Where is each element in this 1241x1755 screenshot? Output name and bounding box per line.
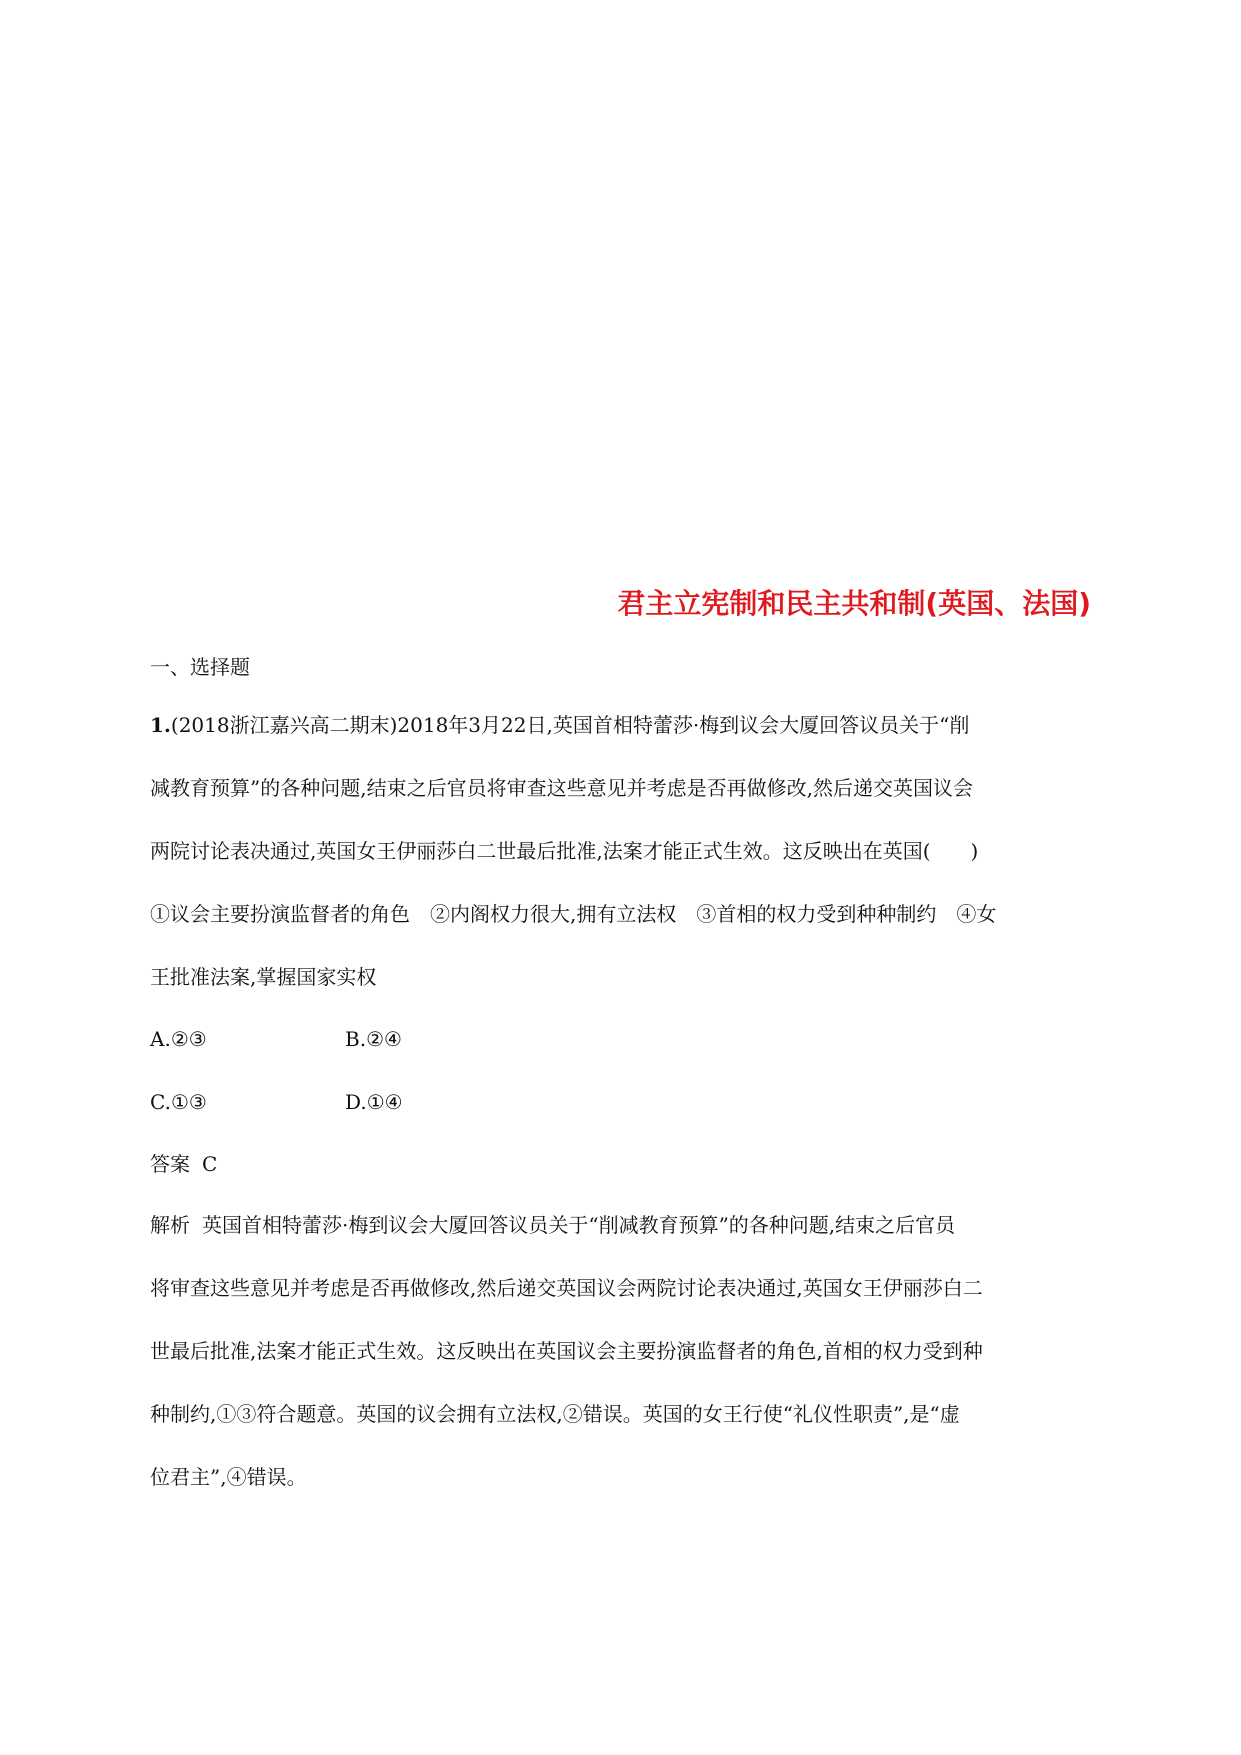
option-label: B.: [345, 1027, 367, 1051]
analysis-line: 位君主”,④错误。: [150, 1465, 307, 1489]
question-line: 两院讨论表决通过,英国女王伊丽莎白二世最后批准,法案才能正式生效。这反映出在英国( ): [150, 839, 979, 863]
analysis-line: 世最后批准,法案才能正式生效。这反映出在英国议会主要扮演监督者的角色,首相的权力受到种: [150, 1339, 983, 1363]
analysis-line: 种制约,①③符合题意。英国的议会拥有立法权,②错误。英国的女王行使“礼仪性职责”,是“虚: [150, 1402, 960, 1426]
section-heading: 一、选择题: [150, 655, 250, 679]
option-c: [150, 1085, 207, 1119]
option-value: ①④: [366, 1090, 403, 1114]
question-statements-line: 王批准法案,掌握国家实权: [150, 965, 377, 989]
option-b: [345, 1022, 402, 1056]
option-value: ②③: [170, 1027, 207, 1051]
page-title: 君主立宪制和民主共和制(英国、法国): [617, 587, 1091, 620]
analysis: [150, 1208, 1090, 1523]
question-1: [150, 708, 1090, 1023]
analysis-line: 将审查这些意见并考虑是否再做修改,然后递交英国议会两院讨论表决通过,英国女王伊丽莎白二: [150, 1276, 983, 1300]
question-text: (2018浙江嘉兴高二期末)2018年3月22日,英国首相特蕾莎·梅到议会大厦回答议员关于“削: [170, 713, 970, 737]
options-row: [150, 1085, 750, 1148]
answer-options: [150, 1022, 750, 1148]
answer: [150, 1147, 217, 1181]
question-line: 减教育预算”的各种问题,结束之后官员将审查这些意见并考虑是否再做修改,然后递交英国议会: [150, 776, 973, 800]
option-a: [150, 1022, 207, 1056]
option-label: C.: [150, 1090, 171, 1114]
analysis-label: 解析: [150, 1213, 190, 1237]
analysis-line: [150, 1208, 1090, 1271]
option-label: A.: [150, 1027, 171, 1051]
option-d: [345, 1085, 403, 1119]
option-value: ①③: [170, 1090, 207, 1114]
question-number: 1.: [150, 713, 171, 737]
answer-label: 答案: [150, 1152, 190, 1176]
question-line: [150, 708, 1090, 771]
answer-value: C: [202, 1152, 218, 1176]
option-label: D.: [345, 1090, 367, 1114]
analysis-text: 英国首相特蕾莎·梅到议会大厦回答议员关于“削减教育预算”的各种问题,结束之后官员: [202, 1213, 956, 1237]
options-row: [150, 1022, 750, 1085]
option-value: ②④: [366, 1027, 402, 1051]
question-statements-line: ①议会主要扮演监督者的角色 ②内阁权力很大,拥有立法权 ③首相的权力受到种种制约 ④女: [150, 902, 997, 926]
